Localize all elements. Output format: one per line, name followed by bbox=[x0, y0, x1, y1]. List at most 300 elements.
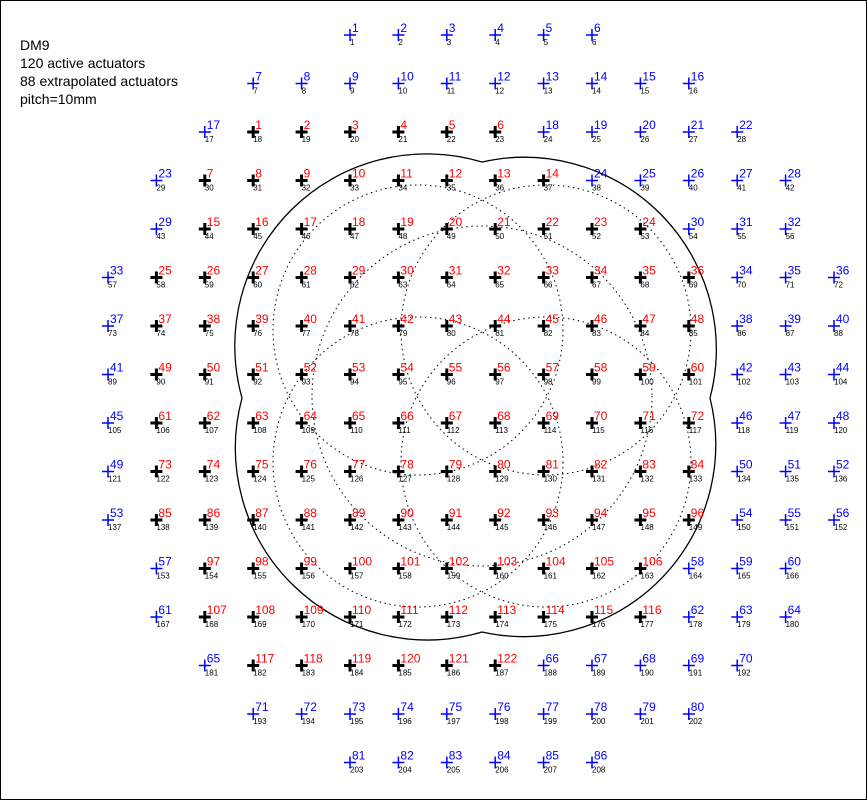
active-actuator bbox=[634, 215, 656, 241]
active-actuator-number: 120 bbox=[400, 651, 421, 666]
actuator-global-index: 8 bbox=[301, 86, 307, 96]
active-actuator-number: 51 bbox=[255, 360, 269, 375]
active-actuator bbox=[392, 118, 407, 144]
extrapolated-actuator-number: 41 bbox=[110, 360, 124, 375]
extrapolated-actuator-number: 15 bbox=[642, 69, 656, 84]
actuator-global-index: 203 bbox=[350, 765, 364, 775]
extrapolated-actuator-number: 62 bbox=[690, 603, 705, 617]
active-actuator bbox=[247, 409, 269, 435]
extrapolated-actuator-number: 32 bbox=[787, 215, 801, 229]
active-actuator bbox=[586, 215, 608, 241]
actuator-global-index: 157 bbox=[350, 571, 364, 581]
active-actuator bbox=[392, 409, 414, 435]
active-actuator-number: 53 bbox=[352, 360, 366, 375]
extrapolated-actuator bbox=[344, 700, 366, 726]
actuator-global-index: 49 bbox=[446, 232, 456, 241]
actuator-global-index: 161 bbox=[543, 571, 557, 581]
actuator-global-index: 128 bbox=[446, 474, 461, 484]
actuator-global-index: 40 bbox=[688, 183, 698, 193]
actuator-global-index: 138 bbox=[156, 523, 170, 532]
extrapolated-actuator-number: 20 bbox=[642, 118, 656, 132]
actuator-global-index: 166 bbox=[785, 571, 799, 581]
active-actuator-number: 6 bbox=[497, 118, 504, 132]
active-actuator bbox=[489, 555, 517, 581]
active-actuator-number: 85 bbox=[158, 506, 172, 520]
actuator-global-index: 20 bbox=[350, 135, 359, 144]
actuator-global-index: 171 bbox=[350, 620, 364, 629]
actuator-global-index: 207 bbox=[543, 765, 557, 775]
extrapolated-actuator-number: 33 bbox=[110, 263, 124, 278]
extrapolated-actuator-number: 67 bbox=[594, 651, 608, 666]
actuator-global-index: 75 bbox=[204, 329, 214, 338]
extrapolated-actuator-number: 19 bbox=[594, 118, 608, 132]
actuator-global-index: 50 bbox=[495, 232, 505, 241]
active-actuator bbox=[441, 506, 463, 532]
extrapolated-actuator bbox=[634, 70, 656, 96]
actuator-global-index: 182 bbox=[253, 668, 267, 678]
actuator-global-index: 195 bbox=[350, 717, 364, 726]
active-actuator bbox=[489, 458, 511, 484]
actuator-global-index: 188 bbox=[543, 668, 557, 678]
extrapolated-actuator-number: 57 bbox=[158, 554, 172, 569]
actuator-global-index: 202 bbox=[688, 717, 703, 726]
extrapolated-actuator-number: 14 bbox=[594, 69, 608, 84]
actuator-global-index: 77 bbox=[301, 329, 311, 338]
actuator-global-index: 51 bbox=[543, 232, 553, 241]
active-actuator bbox=[489, 506, 511, 532]
active-actuator bbox=[150, 264, 172, 290]
extrapolated-actuator-number: 36 bbox=[836, 263, 850, 278]
active-actuator-number: 59 bbox=[642, 360, 656, 375]
actuator-global-index: 100 bbox=[640, 377, 654, 387]
active-actuator bbox=[150, 506, 172, 532]
actuator-global-index: 35 bbox=[446, 183, 456, 193]
active-actuator bbox=[247, 264, 269, 290]
extrapolated-actuator bbox=[731, 458, 753, 484]
active-actuator bbox=[344, 506, 366, 532]
extrapolated-actuator-number: 47 bbox=[787, 409, 801, 423]
extrapolated-actuator-number: 59 bbox=[739, 554, 753, 569]
actuator-global-index: 186 bbox=[446, 668, 461, 678]
actuator-global-index: 178 bbox=[688, 620, 703, 629]
actuator-global-index: 65 bbox=[495, 280, 505, 290]
actuator-global-index: 31 bbox=[253, 183, 263, 193]
extrapolated-actuator-number: 50 bbox=[739, 457, 753, 472]
actuator-global-index: 205 bbox=[446, 765, 461, 775]
active-actuator bbox=[247, 167, 262, 193]
extrapolated-actuator-number: 56 bbox=[836, 506, 850, 520]
extrapolated-actuator bbox=[489, 700, 511, 726]
active-actuator-number: 83 bbox=[642, 457, 656, 472]
active-actuator-number: 27 bbox=[255, 263, 269, 278]
active-actuator bbox=[247, 603, 275, 629]
extrapolated-actuator bbox=[731, 652, 753, 678]
extrapolated-actuator bbox=[102, 361, 124, 387]
extrapolated-actuator-number: 18 bbox=[545, 118, 559, 132]
extrapolated-actuator bbox=[586, 700, 608, 726]
extrapolated-actuator bbox=[634, 118, 656, 144]
active-actuator-number: 22 bbox=[545, 215, 559, 229]
extrapolated-actuator bbox=[586, 167, 608, 193]
active-actuator-number: 63 bbox=[255, 409, 269, 423]
extrapolated-actuator bbox=[683, 603, 705, 629]
actuator-global-index: 122 bbox=[156, 474, 170, 484]
active-actuator bbox=[441, 118, 456, 144]
active-actuator-number: 99 bbox=[303, 554, 317, 569]
active-actuator-number: 45 bbox=[545, 312, 559, 326]
active-actuator bbox=[489, 118, 504, 144]
actuator-global-index: 19 bbox=[301, 135, 311, 144]
active-actuator bbox=[489, 652, 517, 678]
active-actuator-number: 49 bbox=[158, 360, 172, 375]
extrapolated-actuator bbox=[150, 167, 172, 193]
extrapolated-actuator bbox=[828, 361, 850, 387]
active-actuator-number: 30 bbox=[400, 263, 414, 278]
active-actuator-number: 93 bbox=[545, 506, 559, 520]
active-actuator bbox=[296, 361, 318, 387]
active-actuator bbox=[247, 652, 274, 678]
active-actuator-number: 12 bbox=[448, 166, 463, 181]
actuator-global-index: 193 bbox=[253, 717, 267, 726]
extrapolated-actuator bbox=[731, 506, 753, 532]
active-actuator bbox=[538, 312, 560, 338]
active-actuator bbox=[344, 118, 359, 144]
actuator-global-index: 163 bbox=[640, 571, 654, 581]
active-actuator bbox=[296, 603, 324, 629]
actuator-global-index: 47 bbox=[350, 232, 359, 241]
extrapolated-actuator-number: 7 bbox=[255, 69, 262, 84]
active-actuator bbox=[296, 118, 311, 144]
extrapolated-actuator-number: 69 bbox=[690, 651, 705, 666]
extrapolated-actuator bbox=[828, 506, 850, 532]
extrapolated-actuator bbox=[683, 555, 705, 581]
active-actuator bbox=[344, 603, 371, 629]
active-actuator-number: 32 bbox=[497, 263, 511, 278]
extrapolated-actuator bbox=[683, 700, 705, 726]
actuator-global-index: 133 bbox=[688, 474, 703, 484]
actuator-global-index: 154 bbox=[204, 571, 219, 581]
extrapolated-actuator-number: 44 bbox=[836, 360, 850, 375]
actuator-global-index: 111 bbox=[398, 426, 411, 435]
extrapolated-actuator bbox=[538, 700, 560, 726]
extrapolated-actuator bbox=[102, 409, 124, 435]
active-actuator bbox=[392, 215, 414, 241]
active-actuator bbox=[586, 312, 608, 338]
actuator-global-index: 38 bbox=[592, 183, 601, 193]
active-actuator bbox=[586, 361, 608, 387]
actuator-global-index: 28 bbox=[737, 135, 747, 144]
actuator-global-index: 169 bbox=[253, 620, 267, 629]
active-actuator bbox=[199, 506, 221, 532]
active-actuator bbox=[247, 555, 269, 581]
active-actuator bbox=[441, 361, 463, 387]
extrapolated-actuator bbox=[489, 749, 511, 775]
extrapolated-actuator-number: 48 bbox=[836, 409, 850, 423]
actuator-global-index: 58 bbox=[156, 280, 166, 290]
actuator-global-index: 143 bbox=[398, 523, 412, 532]
extrapolated-actuator bbox=[780, 167, 802, 193]
actuator-global-index: 86 bbox=[737, 329, 747, 338]
extrapolated-actuator-number: 71 bbox=[255, 700, 269, 714]
actuator-global-index: 179 bbox=[737, 620, 751, 629]
actuator-global-index: 170 bbox=[301, 620, 315, 629]
extrapolated-actuator-number: 46 bbox=[739, 409, 753, 423]
extrapolated-actuator bbox=[538, 118, 560, 144]
active-actuator-number: 19 bbox=[400, 215, 414, 229]
actuator-global-index: 85 bbox=[688, 329, 698, 338]
actuator-global-index: 99 bbox=[592, 377, 601, 387]
actuator-global-index: 4 bbox=[495, 38, 500, 47]
extrapolated-actuator-number: 26 bbox=[690, 166, 705, 181]
active-actuator-number: 16 bbox=[255, 215, 269, 229]
active-actuator-number: 75 bbox=[255, 457, 269, 472]
active-actuator bbox=[538, 361, 560, 387]
actuator-global-index: 25 bbox=[592, 135, 601, 144]
active-actuator-number: 94 bbox=[594, 506, 608, 520]
extrapolated-actuator bbox=[683, 118, 705, 144]
active-actuator-number: 40 bbox=[303, 312, 317, 326]
extrapolated-actuator-number: 1 bbox=[352, 21, 359, 35]
active-actuator bbox=[634, 361, 656, 387]
extrapolated-actuator bbox=[102, 264, 124, 290]
active-actuator-number: 79 bbox=[448, 457, 463, 472]
actuator-global-index: 185 bbox=[398, 668, 412, 678]
active-actuator bbox=[441, 603, 468, 629]
actuator-global-index: 176 bbox=[592, 620, 606, 629]
active-actuator-number: 9 bbox=[303, 166, 311, 181]
active-actuator-number: 96 bbox=[690, 506, 705, 520]
active-actuator bbox=[586, 458, 608, 484]
extrapolated-actuator bbox=[634, 652, 656, 678]
extrapolated-actuator bbox=[102, 458, 124, 484]
active-actuator-number: 23 bbox=[594, 215, 608, 229]
actuator-global-index: 81 bbox=[495, 329, 505, 338]
active-actuator bbox=[296, 264, 318, 290]
active-actuator-number: 62 bbox=[206, 409, 221, 423]
active-actuator bbox=[344, 312, 366, 338]
active-actuator-number: 46 bbox=[594, 312, 608, 326]
actuator-global-index: 119 bbox=[785, 426, 799, 435]
extrapolated-actuator bbox=[150, 555, 172, 581]
active-actuator-number: 38 bbox=[206, 312, 221, 326]
active-actuator-number: 58 bbox=[594, 360, 608, 375]
extrapolated-actuator-number: 74 bbox=[400, 700, 414, 714]
active-actuator bbox=[199, 215, 221, 241]
actuator-global-index: 9 bbox=[350, 86, 355, 96]
actuator-global-index: 151 bbox=[785, 523, 799, 532]
extrapolated-actuator-number: 83 bbox=[448, 748, 463, 763]
extrapolated-actuator bbox=[634, 700, 656, 726]
extrapolated-actuator-number: 29 bbox=[158, 215, 172, 229]
extrapolated-actuator-number: 24 bbox=[594, 166, 608, 181]
active-actuator bbox=[392, 312, 414, 338]
extrapolated-actuator-number: 53 bbox=[110, 506, 124, 520]
extrapolated-actuator-number: 55 bbox=[787, 506, 801, 520]
extrapolated-actuator-number: 79 bbox=[642, 700, 656, 714]
actuator-global-index: 156 bbox=[301, 571, 315, 581]
active-actuator-number: 86 bbox=[206, 506, 221, 520]
extrapolated-actuator-number: 78 bbox=[594, 700, 608, 714]
actuator-global-index: 104 bbox=[834, 377, 848, 387]
active-actuator-number: 118 bbox=[303, 651, 323, 666]
active-actuator bbox=[247, 506, 269, 532]
active-actuator-number: 88 bbox=[303, 506, 317, 520]
active-actuator-number: 36 bbox=[690, 263, 705, 278]
actuator-global-index: 57 bbox=[108, 280, 117, 290]
actuator-global-index: 92 bbox=[253, 377, 263, 387]
active-actuator-number: 10 bbox=[352, 166, 366, 181]
active-actuator-number: 90 bbox=[400, 506, 414, 520]
extrapolated-actuator-number: 10 bbox=[400, 69, 414, 84]
active-actuator bbox=[392, 652, 420, 678]
actuator-global-index: 200 bbox=[592, 717, 606, 726]
actuator-global-index: 201 bbox=[640, 717, 654, 726]
extrapolated-actuator-number: 34 bbox=[739, 263, 753, 278]
extrapolated-actuator-number: 75 bbox=[448, 700, 463, 714]
active-actuator-number: 113 bbox=[497, 603, 517, 617]
dm-title: DM9 bbox=[20, 37, 50, 53]
extrapolated-actuator-number: 77 bbox=[545, 700, 559, 714]
extrapolated-actuator bbox=[441, 749, 463, 775]
extrapolated-actuator bbox=[247, 700, 269, 726]
extrapolated-actuator-number: 58 bbox=[690, 554, 705, 569]
active-actuator-number: 3 bbox=[352, 118, 359, 132]
active-actuator-number: 48 bbox=[690, 312, 705, 326]
actuator-global-index: 153 bbox=[156, 571, 170, 581]
actuator-global-index: 71 bbox=[785, 280, 795, 290]
active-count-label: 120 active actuators bbox=[20, 55, 146, 71]
active-actuator-number: 87 bbox=[255, 506, 269, 520]
extrapolated-actuator-number: 30 bbox=[690, 215, 705, 229]
active-actuator bbox=[296, 312, 318, 338]
active-actuator-number: 47 bbox=[642, 312, 656, 326]
extrapolated-actuator-number: 6 bbox=[594, 21, 601, 35]
extrapolated-actuator-number: 51 bbox=[787, 457, 801, 472]
extrapolated-actuator-number: 9 bbox=[352, 69, 359, 84]
actuator-global-index: 148 bbox=[640, 523, 654, 532]
actuator-markers bbox=[102, 21, 850, 775]
active-actuator-number: 28 bbox=[303, 263, 317, 278]
active-actuator bbox=[199, 458, 221, 484]
actuator-global-index: 129 bbox=[495, 474, 509, 484]
extrapolated-actuator bbox=[828, 264, 850, 290]
active-actuator bbox=[538, 603, 565, 629]
extrapolated-actuator-number: 76 bbox=[497, 700, 511, 714]
extrapolated-actuator bbox=[586, 70, 608, 96]
active-actuator bbox=[634, 555, 662, 581]
extrapolated-actuator-number: 22 bbox=[739, 118, 753, 132]
extrapolated-actuator-number: 64 bbox=[787, 603, 801, 617]
extrapolated-actuator bbox=[538, 749, 560, 775]
extrapolated-actuator bbox=[683, 215, 705, 241]
extrapolated-actuator-number: 66 bbox=[545, 651, 559, 666]
active-actuator-number: 25 bbox=[158, 263, 172, 278]
actuator-global-index: 18 bbox=[253, 135, 263, 144]
extrapolated-actuator bbox=[731, 409, 753, 435]
extrapolated-actuator bbox=[634, 167, 656, 193]
actuator-global-index: 147 bbox=[592, 523, 606, 532]
actuator-global-index: 180 bbox=[785, 620, 799, 629]
extrapolated-actuator-number: 13 bbox=[545, 69, 559, 84]
active-actuator bbox=[441, 458, 463, 484]
extrapolated-actuator-number: 4 bbox=[497, 21, 504, 35]
actuator-global-index: 24 bbox=[543, 135, 553, 144]
actuator-global-index: 7 bbox=[253, 86, 258, 96]
actuator-global-index: 173 bbox=[446, 620, 461, 629]
actuator-global-index: 155 bbox=[253, 571, 267, 581]
active-actuator bbox=[392, 361, 414, 387]
extrapolated-actuator-number: 70 bbox=[739, 651, 753, 666]
active-actuator bbox=[538, 506, 560, 532]
active-actuator-number: 82 bbox=[594, 457, 608, 472]
extrapolated-actuator-number: 12 bbox=[497, 69, 511, 84]
extrapolated-actuator bbox=[731, 118, 753, 144]
active-actuator bbox=[344, 264, 366, 290]
actuator-global-index: 32 bbox=[301, 183, 311, 193]
active-actuator-number: 13 bbox=[497, 166, 511, 181]
actuator-global-index: 136 bbox=[834, 474, 848, 484]
active-actuator bbox=[392, 458, 414, 484]
active-actuator bbox=[538, 409, 560, 435]
actuator-global-index: 149 bbox=[688, 523, 703, 532]
active-actuator-number: 64 bbox=[303, 409, 317, 423]
active-actuator-number: 65 bbox=[352, 409, 366, 423]
actuator-global-index: 208 bbox=[592, 765, 606, 775]
active-actuator bbox=[296, 506, 318, 532]
active-actuator bbox=[683, 312, 705, 338]
actuator-global-index: 52 bbox=[592, 232, 601, 241]
actuator-global-index: 162 bbox=[592, 571, 606, 581]
active-actuator bbox=[634, 409, 656, 435]
active-actuator-number: 39 bbox=[255, 312, 269, 326]
actuator-global-index: 116 bbox=[640, 426, 654, 435]
actuator-global-index: 199 bbox=[543, 717, 557, 726]
actuator-global-index: 158 bbox=[398, 571, 412, 581]
actuator-global-index: 190 bbox=[640, 668, 654, 678]
active-actuator bbox=[344, 458, 366, 484]
extrapolated-actuator bbox=[731, 215, 753, 241]
actuator-global-index: 96 bbox=[446, 377, 456, 387]
actuator-global-index: 192 bbox=[737, 668, 751, 678]
active-actuator bbox=[296, 555, 318, 581]
actuator-global-index: 137 bbox=[108, 523, 122, 532]
active-actuator-number: 4 bbox=[400, 118, 408, 132]
active-actuator bbox=[489, 361, 511, 387]
extrapolated-actuator bbox=[102, 506, 124, 532]
active-actuator-number: 29 bbox=[352, 263, 366, 278]
actuator-global-index: 109 bbox=[301, 426, 315, 435]
actuator-global-index: 140 bbox=[253, 523, 267, 532]
active-actuator-number: 33 bbox=[545, 263, 559, 278]
extrapolated-actuator bbox=[392, 21, 407, 47]
actuator-global-index: 56 bbox=[785, 232, 795, 241]
active-actuator-number: 104 bbox=[545, 554, 566, 569]
actuator-global-index: 125 bbox=[301, 474, 315, 484]
actuator-global-index: 98 bbox=[543, 377, 553, 387]
extrapolated-actuator bbox=[586, 652, 608, 678]
actuator-global-index: 55 bbox=[737, 232, 747, 241]
active-actuator-number: 68 bbox=[497, 409, 511, 423]
active-actuator bbox=[296, 652, 323, 678]
actuator-global-index: 37 bbox=[543, 183, 553, 193]
extrapolated-actuator bbox=[586, 749, 608, 775]
extrapolated-actuator-number: 45 bbox=[110, 409, 124, 423]
extrapolated-actuator bbox=[780, 264, 802, 290]
active-actuator bbox=[392, 264, 414, 290]
extrapolated-actuator bbox=[780, 603, 802, 629]
active-actuator-number: 31 bbox=[448, 263, 463, 278]
extrapolated-actuator-number: 17 bbox=[206, 118, 221, 132]
